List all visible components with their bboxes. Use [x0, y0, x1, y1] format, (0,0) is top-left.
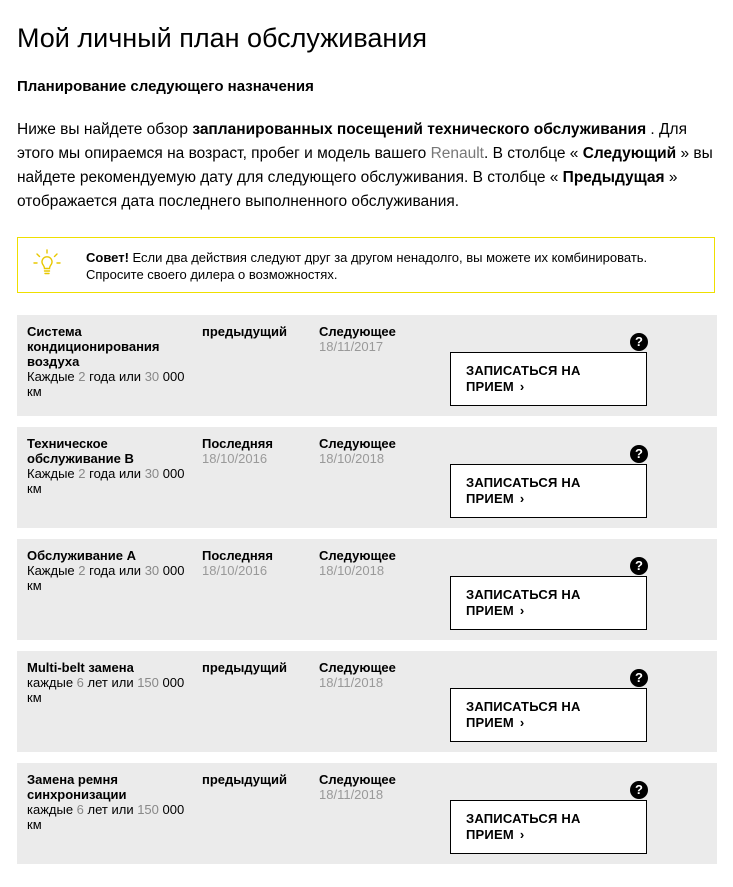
help-icon[interactable]: ?: [630, 669, 648, 687]
service-interval: [27, 369, 187, 399]
help-icon[interactable]: ?: [630, 781, 648, 799]
interval-km: 30: [144, 369, 160, 384]
page-title: Мой личный план обслуживания: [17, 23, 428, 53]
interval-years: 6: [76, 675, 84, 690]
book-label-text: ЗАПИСАТЬСЯ НА ПРИЕМ: [466, 587, 581, 618]
interval-text: лет или: [83, 802, 138, 817]
service-info: [27, 324, 187, 399]
page-subtitle: Планирование следующего назначения: [17, 78, 314, 95]
book-appointment-label: [466, 699, 616, 731]
previous-column: [202, 324, 287, 339]
previous-heading: предыдущий: [202, 324, 287, 339]
interval-text: Каждые: [27, 563, 79, 578]
next-heading: Следующее: [319, 436, 396, 451]
intro-bold: Следующий: [582, 145, 677, 162]
service-name: Замена ремня синхронизации: [27, 772, 127, 802]
help-icon[interactable]: ?: [630, 557, 648, 575]
next-date: 18/10/2018: [319, 451, 385, 466]
service-info: [27, 436, 187, 496]
chevron-right-icon: ›: [519, 715, 525, 730]
interval-km: 30: [144, 563, 160, 578]
interval-text: Каждые: [27, 369, 79, 384]
book-appointment-button[interactable]: [450, 688, 647, 742]
next-heading: Следующее: [319, 660, 396, 675]
interval-text: 000 км: [27, 369, 185, 399]
service-interval: [27, 675, 187, 705]
previous-date: 18/10/2016: [202, 451, 268, 466]
service-interval: [27, 563, 187, 593]
intro-part: . В столбце «: [484, 145, 583, 162]
interval-text: каждые: [27, 675, 77, 690]
previous-heading: предыдущий: [202, 772, 287, 787]
previous-column: [202, 772, 287, 787]
interval-km: 150: [137, 802, 159, 817]
previous-date: 18/10/2016: [202, 563, 268, 578]
service-name: Multi-belt замена: [27, 660, 134, 675]
service-interval: [27, 802, 187, 832]
book-appointment-label: [466, 475, 616, 507]
interval-km: 150: [137, 675, 159, 690]
intro-part: . Для этого мы опираемся на возраст, пробег и модель вашего: [17, 121, 687, 162]
tip-box: [17, 237, 715, 293]
next-column: [319, 772, 396, 802]
interval-text: Каждые: [27, 466, 79, 481]
intro-part: Ниже вы найдете обзор: [17, 121, 193, 138]
intro-bold: Предыдущая: [562, 169, 665, 186]
next-date: 18/10/2018: [319, 563, 385, 578]
next-column: [319, 548, 396, 578]
next-column: [319, 436, 396, 466]
service-info: [27, 548, 187, 593]
book-appointment-button[interactable]: [450, 800, 647, 854]
interval-km: 30: [144, 466, 160, 481]
service-card: [17, 315, 717, 416]
book-label-text: ЗАПИСАТЬСЯ НА ПРИЕМ: [466, 363, 581, 394]
previous-heading: предыдущий: [202, 660, 287, 675]
interval-text: лет или: [83, 675, 138, 690]
next-heading: Следующее: [319, 548, 396, 563]
book-appointment-button[interactable]: [450, 352, 647, 406]
next-column: [319, 660, 396, 690]
interval-text: года или: [85, 369, 145, 384]
book-label-text: ЗАПИСАТЬСЯ НА ПРИЕМ: [466, 475, 581, 506]
interval-text: года или: [85, 466, 145, 481]
book-label-text: ЗАПИСАТЬСЯ НА ПРИЕМ: [466, 811, 581, 842]
next-heading: Следующее: [319, 772, 396, 787]
book-appointment-label: [466, 363, 616, 395]
interval-years: 6: [76, 802, 84, 817]
brand-name: Renault: [430, 145, 484, 162]
previous-column: [202, 660, 287, 675]
interval-years: 2: [78, 563, 86, 578]
next-heading: Следующее: [319, 324, 396, 339]
service-interval: [27, 466, 187, 496]
help-icon[interactable]: ?: [630, 333, 648, 351]
interval-text: 000 км: [27, 466, 185, 496]
tip-label: Совет!: [86, 250, 129, 265]
previous-column: [202, 548, 273, 578]
intro-part: » отображается дата последнего выполненного обслуживания.: [17, 169, 678, 210]
chevron-right-icon: ›: [519, 491, 525, 506]
previous-column: [202, 436, 273, 466]
next-column: [319, 324, 396, 354]
service-card: [17, 427, 717, 528]
service-info: [27, 772, 187, 832]
book-appointment-button[interactable]: [450, 576, 647, 630]
interval-text: 000 км: [27, 675, 185, 705]
previous-heading: Последняя: [202, 548, 273, 563]
service-card: [17, 763, 717, 864]
intro-part: » вы найдете рекомендуемую дату для следующего обслуживания. В столбце «: [17, 145, 713, 186]
chevron-right-icon: ›: [519, 603, 525, 618]
next-date: 18/11/2018: [319, 675, 384, 690]
tip-body: Если два действия следуют друг за другом ненадолго, вы можете их комбинировать. Спросите своего дилера о возможностях.: [86, 250, 648, 282]
book-appointment-label: [466, 811, 616, 843]
interval-years: 2: [78, 466, 86, 481]
chevron-right-icon: ›: [519, 379, 525, 394]
lightbulb-icon: [32, 248, 62, 278]
service-info: [27, 660, 187, 705]
previous-heading: Последняя: [202, 436, 273, 451]
book-appointment-label: [466, 587, 616, 619]
intro-bold: запланированных посещений технического обслуживания: [192, 121, 647, 138]
interval-text: 000 км: [27, 563, 185, 593]
chevron-right-icon: ›: [519, 827, 525, 842]
interval-text: каждые: [27, 802, 77, 817]
service-card: [17, 651, 717, 752]
tip-text: [86, 249, 701, 283]
book-label-text: ЗАПИСАТЬСЯ НА ПРИЕМ: [466, 699, 581, 730]
next-date: 18/11/2018: [319, 787, 384, 802]
service-name: Система кондиционирования воздуха: [27, 324, 160, 369]
service-card: [17, 539, 717, 640]
help-icon[interactable]: ?: [630, 445, 648, 463]
interval-text: 000 км: [27, 802, 185, 832]
service-name: Техническое обслуживание B: [27, 436, 134, 466]
interval-text: года или: [85, 563, 145, 578]
book-appointment-button[interactable]: [450, 464, 647, 518]
service-name: Обслуживание A: [27, 548, 137, 563]
interval-years: 2: [78, 369, 86, 384]
next-date: 18/11/2017: [319, 339, 384, 354]
intro-text: [17, 118, 717, 214]
